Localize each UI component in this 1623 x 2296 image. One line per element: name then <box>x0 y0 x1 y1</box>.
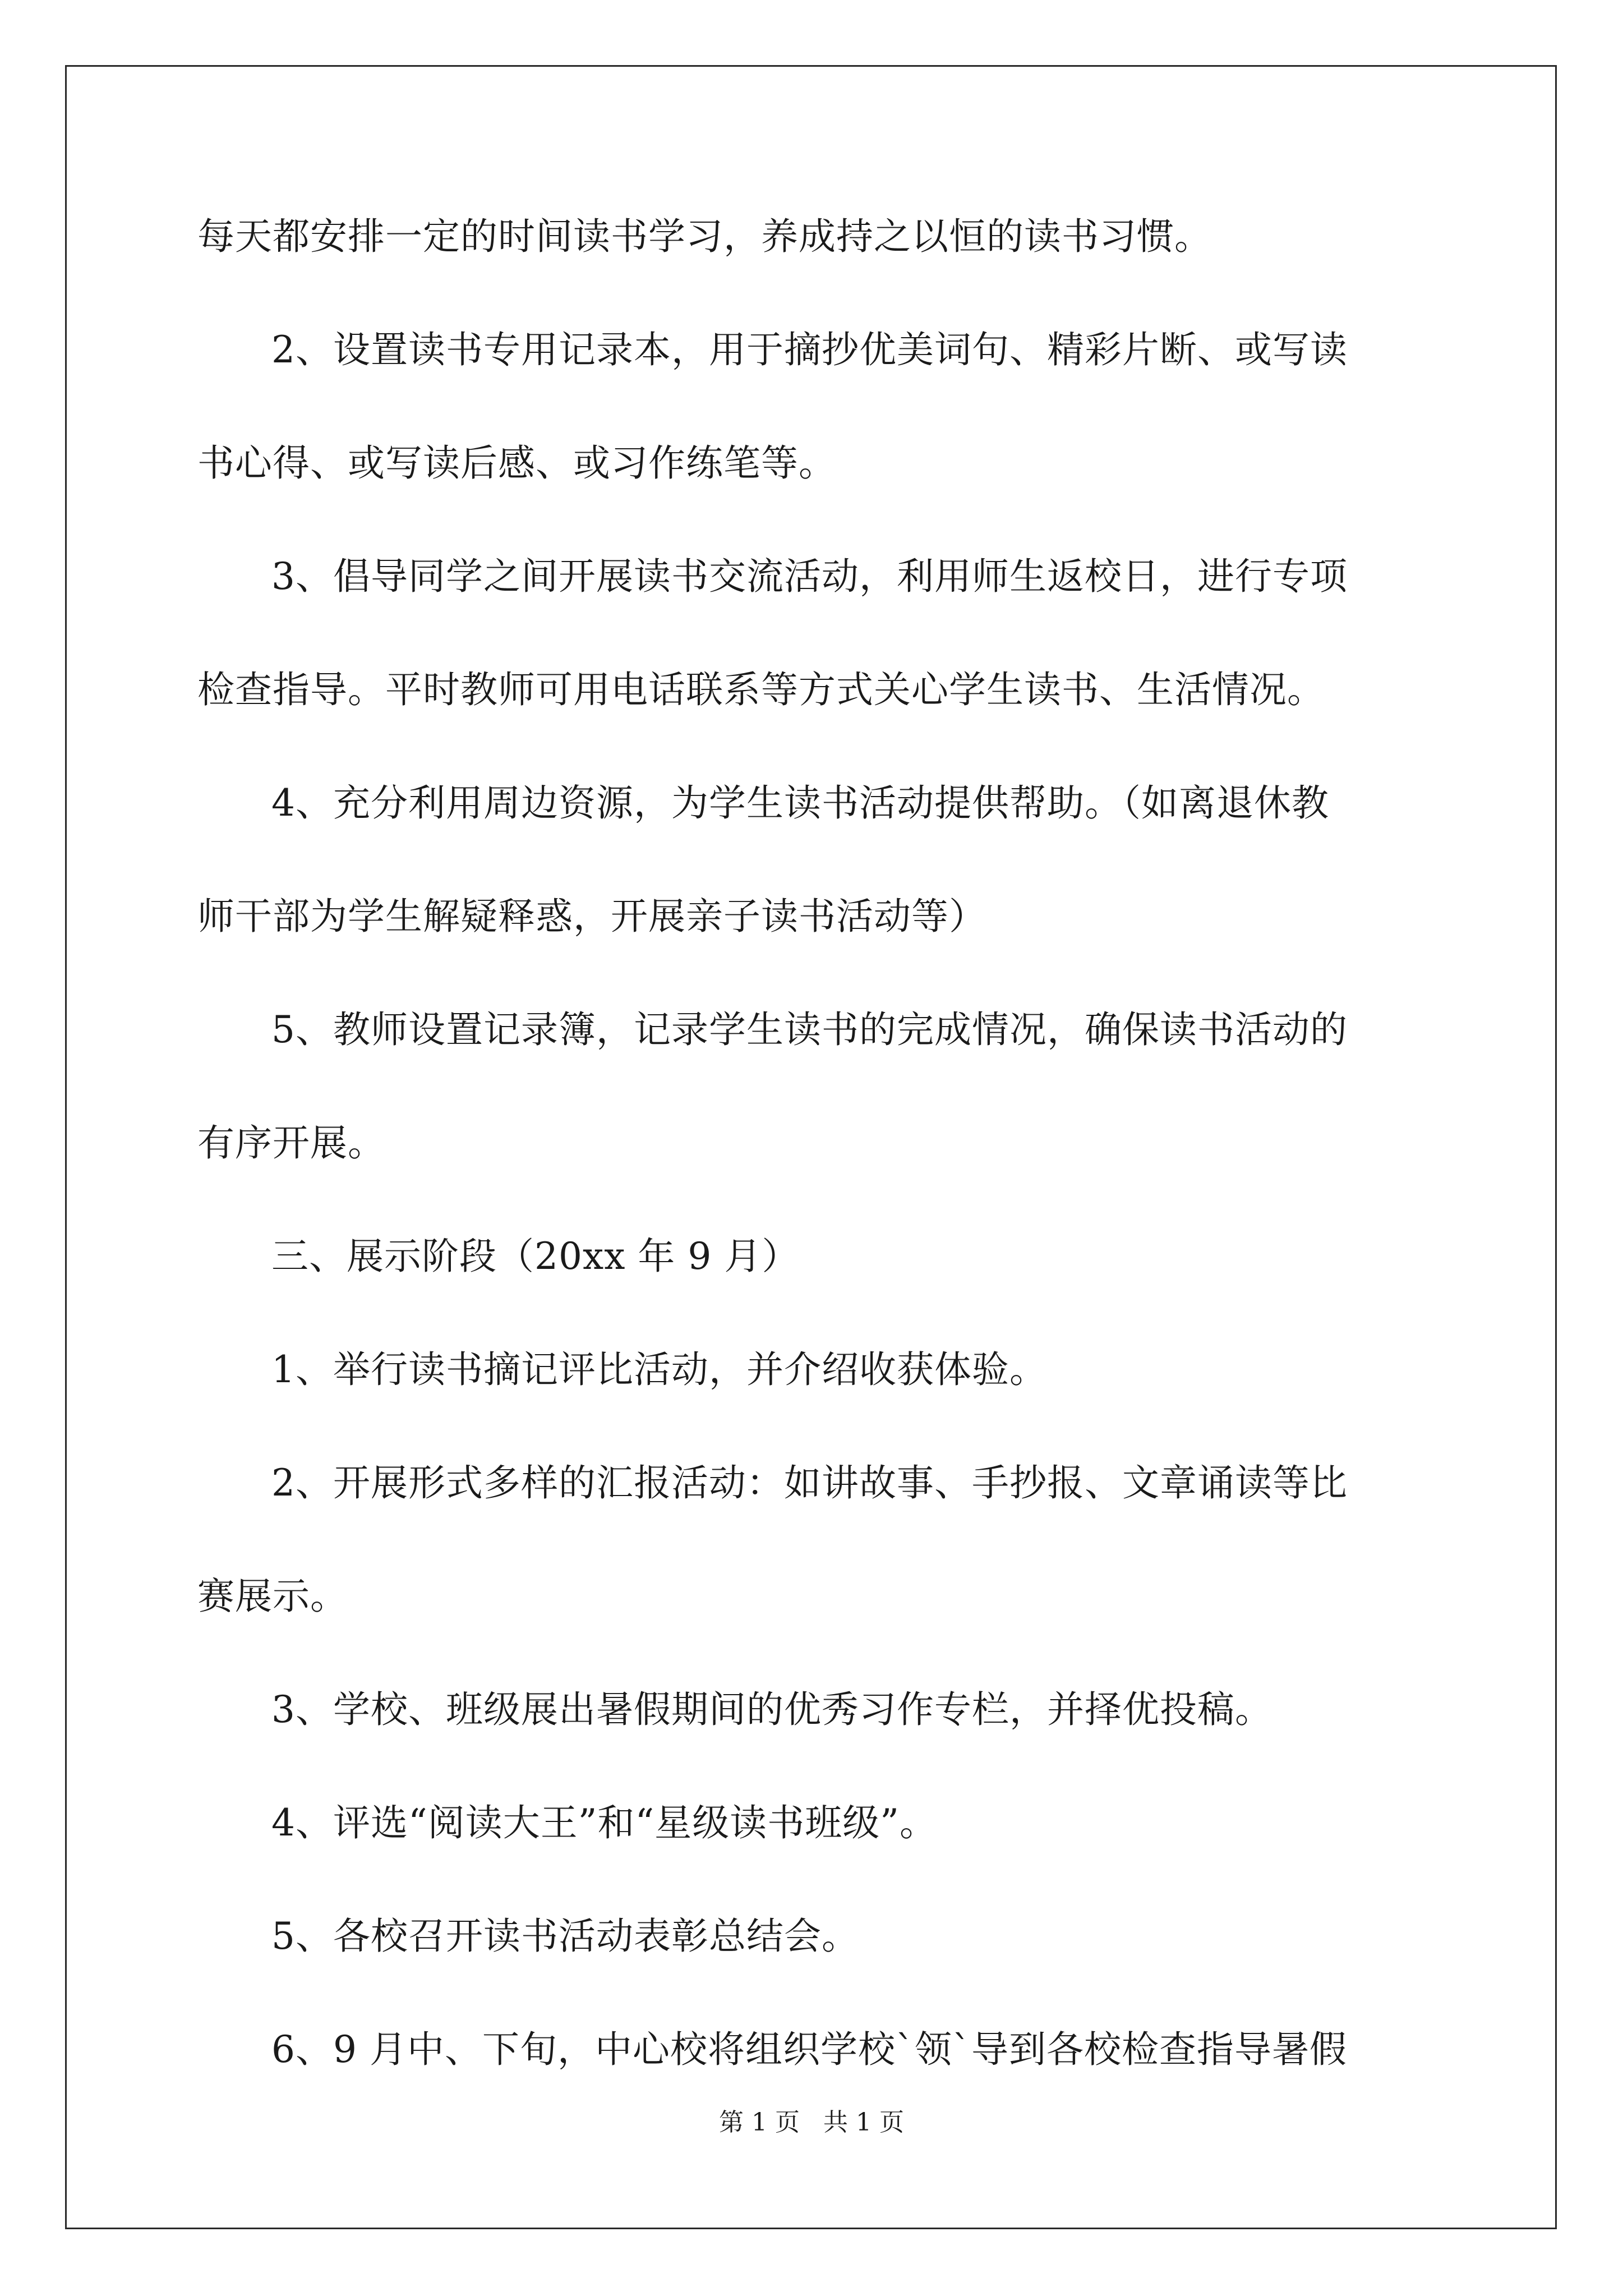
text-line: 3、学校、班级展出暑假期间的优秀习作专栏，并择优投稿。 <box>271 1688 1272 1731</box>
text-line: 书心得、或写读后感、或习作练笔等。 <box>197 441 836 485</box>
text-line: 每天都安排一定的时间读书学习，养成持之以恒的读书习惯。 <box>197 215 1212 258</box>
text-line: 1、举行读书摘记评比活动，并介绍收获体验。 <box>271 1348 1047 1391</box>
text-line: 5、各校召开读书活动表彰总结会。 <box>271 1915 859 1958</box>
text-line: 师干部为学生解疑释惑，开展亲子读书活动等） <box>197 895 986 938</box>
text-line: 4、充分利用周边资源，为学生读书活动提供帮助。（如离退休教 <box>271 781 1329 825</box>
text-line: 5、教师设置记录簿，记录学生读书的完成情况，确保读书活动的 <box>271 1008 1348 1051</box>
section-heading: 三、展示阶段（20xx 年 9 月） <box>271 1235 800 1278</box>
text-line: 有序开展。 <box>197 1121 385 1165</box>
text-line: 检查指导。平时教师可用电话联系等方式关心学生读书、生活情况。 <box>197 668 1325 711</box>
text-line: 2、设置读书专用记录本，用于摘抄优美词句、精彩片断、或写读 <box>271 328 1348 371</box>
page-footer <box>0 2102 1623 2138</box>
page-total: 共 1 页 <box>823 2108 904 2137</box>
page-number: 第 1 页 <box>719 2108 800 2137</box>
text-line: 2、开展形式多样的汇报活动：如讲故事、手抄报、文章诵读等比 <box>271 1461 1348 1504</box>
text-line: 赛展示。 <box>197 1575 348 1618</box>
text-line: 6、9 月中、下旬，中心校将组织学校`领`导到各校检查指导暑假 <box>271 2028 1347 2071</box>
text-line: 4、评选“阅读大王”和“星级读书班级”。 <box>271 1801 937 1844</box>
text-line: 3、倡导同学之间开展读书交流活动，利用师生返校日，进行专项 <box>271 555 1348 598</box>
